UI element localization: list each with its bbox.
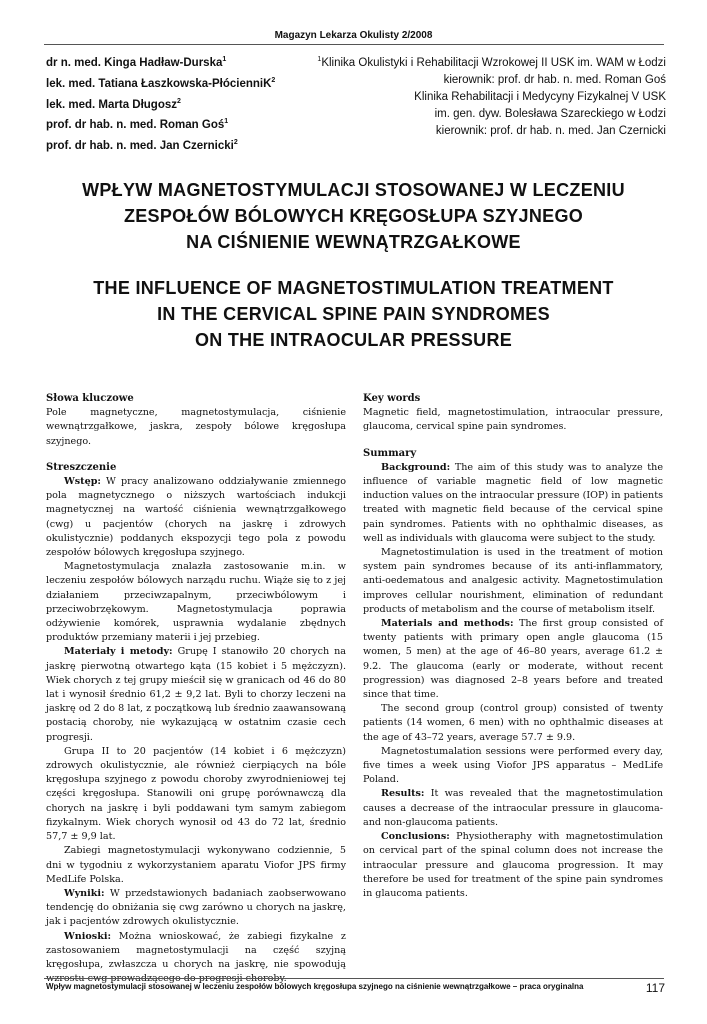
- author-name: dr n. med. Kinga Hadław-Durska: [46, 56, 223, 69]
- paragraph: Magnetostymulacja znalazła zastosowanie m.in. w leczeniu zespołów bólowych narządu ruchu. Wiąże się to z jej działaniem przeciwzapalnym, przeciwbólowym i przeciwobrzękowym. Magnetostymulacja poprawia odżywienie komórek, usprawnia wydalanie zbędnych produktów przemiany materii i jej przebieg.: [46, 561, 346, 644]
- author-affil-sup: 1: [222, 56, 227, 63]
- affiliation-sup: 1: [317, 56, 322, 63]
- paragraph-text: It was revealed that the magnetostimulation causes a decrease of the intraocular pressure in glaucoma- and non-glaucoma patients.: [363, 788, 663, 828]
- methods-paragraph: [46, 645, 346, 744]
- section-label: Materials and methods:: [381, 618, 514, 630]
- title-line: THE INFLUENCE OF MAGNETOSTIMULATION TREATMENT: [93, 278, 614, 298]
- keywords-text: Pole magnetyczne, magnetostymulacja, ciśnienie wewnątrzgałkowe, jaskra, zespoły bólowe kręgosłupa szyjnego.: [46, 407, 346, 447]
- paragraph-text: The first group consisted of twenty patients with primary open angle glaucoma (15 women, 5 men) at the age of 46–80 years, average 61.2 ± 9.2. The glaucoma (early or moderate, without recent progression) was diagnosed 2–8 years before and treated since that time.: [363, 618, 663, 701]
- journal-header: Magazyn Lekarza Okulisty 2/2008: [274, 30, 433, 41]
- author-list: [46, 51, 275, 155]
- conclusions-paragraph: [363, 830, 663, 901]
- background-paragraph: [363, 461, 663, 546]
- affiliation-line: kierownik: prof. dr hab. n. med. Jan Czernicki: [435, 124, 666, 137]
- section-label: Wnioski:: [64, 930, 112, 942]
- paragraph-text: W pracy analizowano oddziaływanie zmiennego pola magnetycznego o niższych wartościach indukcji magnetycznej na wartość ciśnienia wewnątrzgałkowego (cwg) u pacjentów (chorych na jaskrę i zdrowych okulistycznie) poddanych ekspozycji tego pola z powodu zespołów bólowych kręgosłupa szyjnego.: [46, 476, 346, 559]
- paragraph-text: The aim of this study was to analyze the influence of variable magnetic field of low magnetic induction values on the intraocular pressure (IOP) in patients treated with magnetic field because of the cervical spine pain syndromes. Patients with no ophthalmic diseases, as well as individuals with glaucoma were subject to the study.: [363, 461, 663, 544]
- affiliation-line: kierownik: prof. dr hab. n. med. Roman Goś: [443, 73, 666, 86]
- affiliation-text: Klinika Okulistyki i Rehabilitacji Wzrokowej II USK im. WAM w Łodzi: [321, 56, 666, 69]
- author-2: [46, 72, 275, 93]
- paragraph-text: W przedstawionych badaniach zaobserwowano tendencję do obniżania się cwg zarówno u chorych na jaskrę, jak i pacjentów zdrowych okulistycznie.: [46, 887, 346, 928]
- keywords-heading: Key words: [363, 393, 421, 404]
- author-4: [46, 113, 275, 134]
- author-3: [46, 93, 275, 114]
- results-paragraph: [363, 787, 663, 830]
- abstract-english: [363, 392, 663, 901]
- summary-heading: Summary: [363, 447, 417, 459]
- paragraph: Magnetostumalation sessions were performed every day, five times a week using Viofor JPS apparatus – MedLife Poland.: [363, 745, 663, 786]
- section-label: Wstęp:: [64, 476, 101, 488]
- author-1: [46, 51, 275, 72]
- keywords-text: Magnetic field, magnetostimulation, intraocular pressure, glaucoma, cervical spine pain syndromes.: [363, 407, 663, 433]
- title-line: ON THE INTRAOCULAR PRESSURE: [194, 330, 513, 350]
- author-affil-sup: 2: [177, 97, 181, 105]
- abstract-polish: [46, 392, 346, 986]
- title-english: [40, 275, 667, 353]
- section-label: Conclusions:: [381, 831, 450, 843]
- intro-paragraph: [46, 475, 346, 560]
- author-5: [46, 134, 275, 155]
- keywords-heading: Słowa kluczowe: [46, 393, 134, 404]
- paragraph: Zabiegi magnetostymulacji wykonywano codziennie, 5 dni w tygodniu z wykorzystaniem aparatu Viofor JPS firmy MedLife Polska.: [46, 845, 346, 885]
- footer-rule: [44, 978, 664, 979]
- results-paragraph: [46, 887, 346, 930]
- summary-heading: Streszczenie: [46, 461, 117, 473]
- author-affil-sup: 2: [271, 76, 276, 84]
- running-footer: Wpływ magnetostymulacji stosowanej w leczeniu zespołów bólowych kręgosłupa szyjnego na ciśnienie wewnątrzgałkowe – praca oryginalna: [46, 982, 584, 991]
- author-name: lek. med. Tatiana Łaszkowska-PłócienniK: [46, 77, 272, 90]
- title-line: NA CIŚNIENIE WEWNĄTRZGAŁKOWE: [186, 232, 521, 252]
- title-line: IN THE CERVICAL SPINE PAIN SYNDROMES: [157, 304, 550, 324]
- paragraph: Magnetostimulation is used in the treatment of motion system pain syndromes because of its anti-inflammatory, anti-oedematous and analgesic activity. Magnetostimulation improves cellular nourishment, elimination of redundant products of metabolism and the course of metabolism itself.: [363, 547, 663, 615]
- author-affil-sup: 2: [233, 139, 238, 147]
- author-name: prof. dr hab. n. med. Roman Goś: [46, 119, 225, 132]
- affiliation-line: [317, 51, 666, 72]
- header-rule: [44, 44, 664, 45]
- page-number: 117: [645, 981, 665, 995]
- paragraph: The second group (control group) consisted of twenty patients (14 women, 6 men) with no ophthalmic diseases at the age of 43–72 years, average 57.7 ± 9.9.: [363, 703, 663, 743]
- author-name: prof. dr hab. n. med. Jan Czernicki: [46, 140, 234, 153]
- title-line: ZESPOŁÓW BÓLOWYCH KRĘGOSŁUPA SZYJNEGO: [123, 206, 584, 226]
- paragraph-text: Można wnioskować, że zabiegi fizykalne z zastosowaniem magnetostymulacji na część szyjną kręgosłupa, zwłaszcza u chorych na jaskrę, nie spowodują wzrostu cwg prowadzącego do progresji choroby.: [46, 930, 346, 985]
- section-label: Wyniki:: [64, 887, 105, 899]
- title-line: WPŁYW MAGNETOSTYMULACJI STOSOWANEJ W LECZENIU: [82, 180, 625, 200]
- paragraph-text: Physiotheraphy with magnetostimulation on cervical part of the spinal column does not increase the intraocular pressure and glaucoma progression. It may therefore be used for treatment of the spine pain syndromes in glaucoma patients.: [363, 831, 663, 899]
- author-name: lek. med. Marta Długosz: [46, 98, 178, 111]
- paragraph-text: Grupę I stanowiło 20 chorych na jaskrę pierwotną otwartego kąta (15 kobiet i 5 mężczyzn). Wiek chorych z tej grupy mieścił się w granicach od 46 do 80 lat i wynosił średnio 61,2 ± 9,2 lat. Byli to chorzy leczeni na jaskrę od 2 do 8 lat, z początkową lub średnio zaawansowaną postacią choroby, nie wykazującą w ostatnim czasie cech progresji.: [46, 646, 346, 743]
- affiliation-list: [317, 51, 666, 140]
- affiliation-line: im. gen. dyw. Bolesława Szareckiego w Łodzi: [434, 107, 666, 120]
- title-polish: [40, 177, 667, 255]
- paragraph: Grupa II to 20 pacjentów (14 kobiet i 6 mężczyzn) zdrowych okulistycznie, ale również cierpiących na bóle kręgosłupa szyjnego z powodu choroby zwyrodnieniowej tej części kręgosłupa. Stanowili oni grupę porównawczą dla chorych na jaskrę i byli poddawani tym samym zabiegom fizykalnym. Wiek chorych wynosił od 43 do 72 lat, średnio 57,7 ± 9,9 lat.: [46, 745, 346, 843]
- author-affil-sup: 1: [224, 118, 229, 126]
- affiliation-line: Klinika Rehabilitacji i Medycyny Fizykalnej V USK: [414, 90, 666, 103]
- section-label: Background:: [381, 461, 451, 473]
- methods-paragraph: [363, 617, 663, 702]
- section-label: Results:: [381, 788, 425, 800]
- section-label: Materiały i metody:: [64, 646, 173, 658]
